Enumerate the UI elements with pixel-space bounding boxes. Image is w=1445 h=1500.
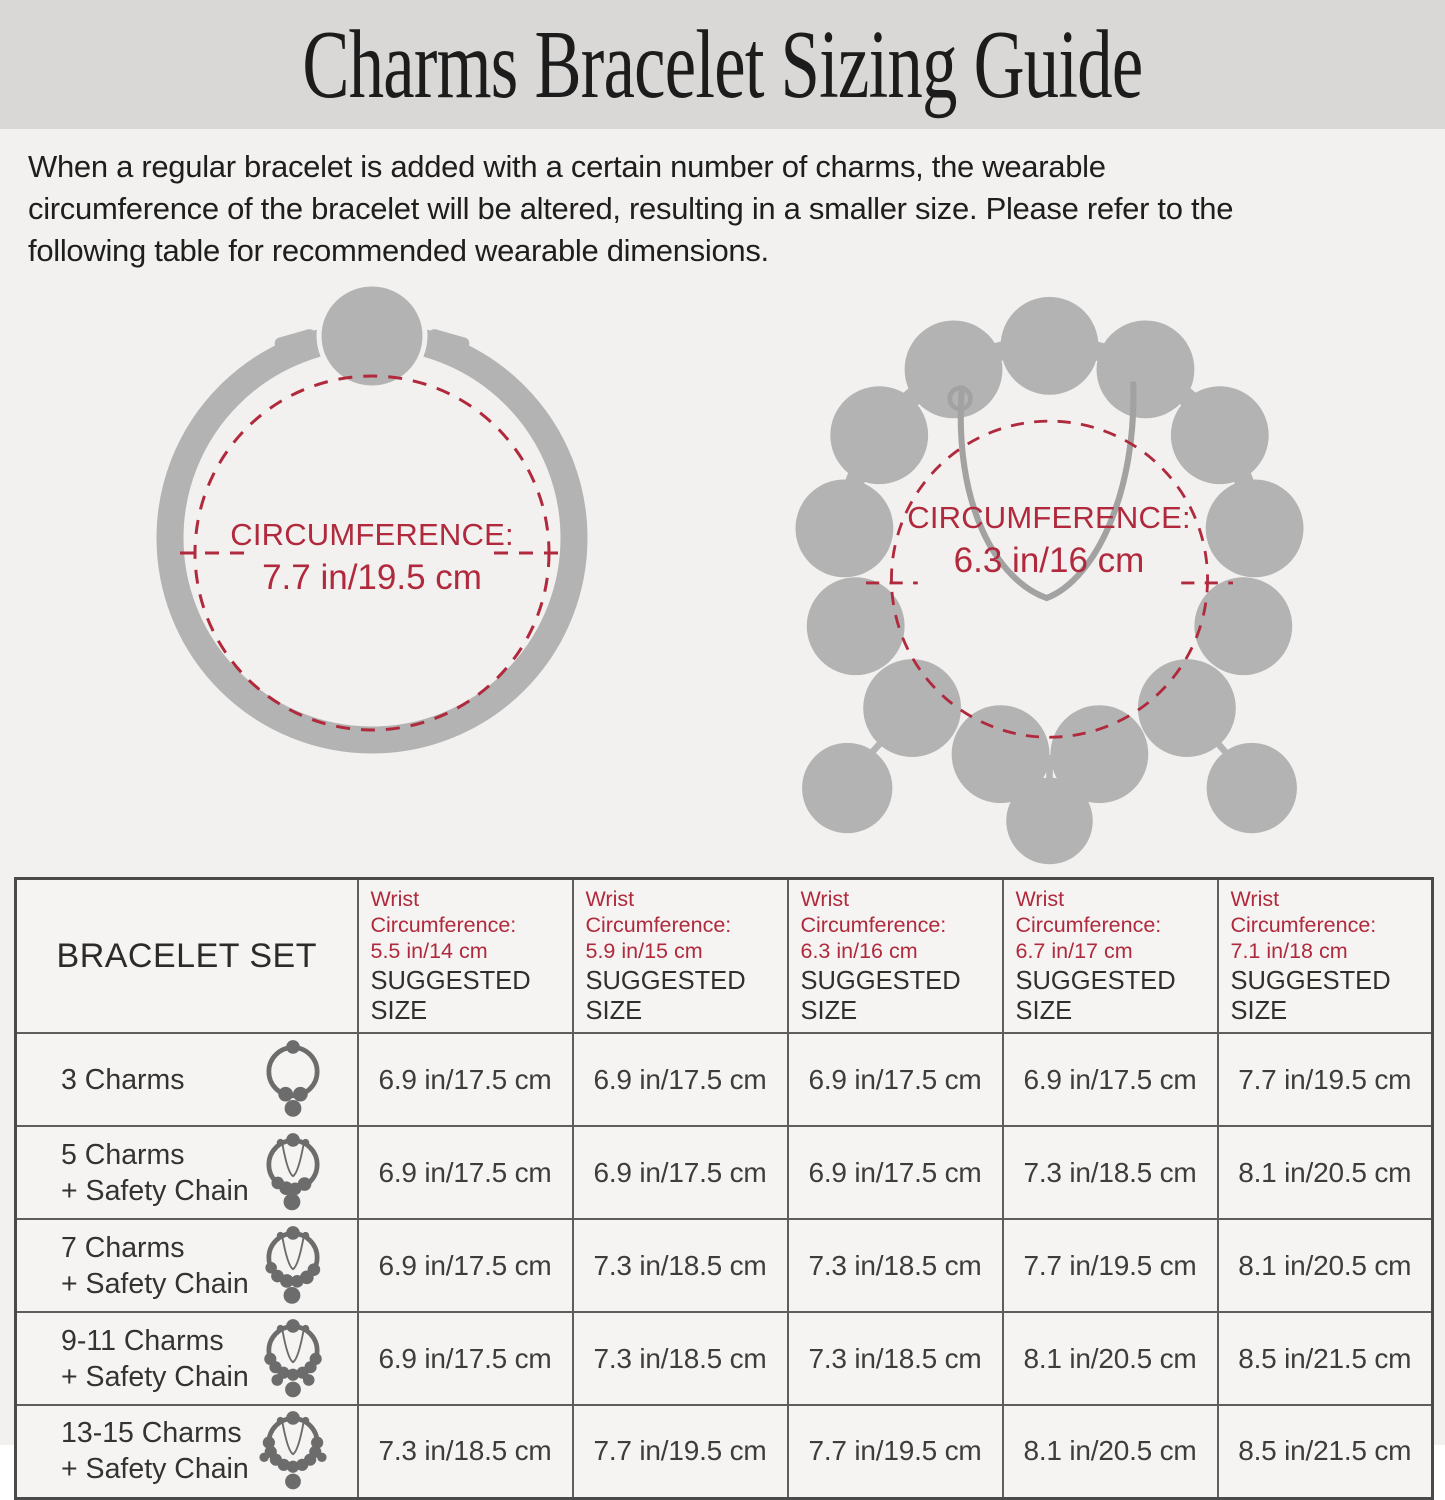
bracelet-13-15-charms-safety-chain-icon: [259, 1409, 327, 1493]
size-value: 6.9 in/17.5 cm: [788, 1033, 1003, 1126]
size-value: 7.7 in/19.5 cm: [788, 1405, 1003, 1498]
size-value: 6.9 in/17.5 cm: [788, 1126, 1003, 1219]
table-row: [16, 1312, 1433, 1405]
size-value: 6.9 in/17.5 cm: [358, 1312, 573, 1405]
wrist-circumference-label: Wrist Circumference:: [800, 887, 947, 937]
row-label: 5 Charms: [61, 1138, 185, 1171]
row-label: 7 Charms: [61, 1231, 185, 1264]
suggested-size-label: SUGGESTED SIZE: [370, 967, 531, 1025]
row-label: 13-15 Charms: [61, 1417, 242, 1450]
wrist-circumference-label: Wrist Circumference:: [370, 887, 517, 937]
size-value: 7.3 in/18.5 cm: [788, 1312, 1003, 1405]
size-value: 6.9 in/17.5 cm: [573, 1033, 788, 1126]
column-header-wrist-15cm: [573, 879, 788, 1034]
size-value: 6.9 in/17.5 cm: [573, 1126, 788, 1219]
column-header-wrist-17cm: [1003, 879, 1218, 1034]
wrist-circumference-value: 7.1 in/18 cm: [1230, 939, 1348, 963]
size-value: 8.5 in/21.5 cm: [1218, 1312, 1433, 1405]
table-row: [16, 1126, 1433, 1219]
size-value: 8.1 in/20.5 cm: [1003, 1405, 1218, 1498]
size-value: 7.3 in/18.5 cm: [358, 1405, 573, 1498]
suggested-size-label: SUGGESTED SIZE: [1015, 967, 1176, 1025]
wrist-circumference-value: 6.7 in/17 cm: [1015, 939, 1133, 963]
table-header-row: [16, 879, 1433, 1034]
size-value: 8.5 in/21.5 cm: [1218, 1405, 1433, 1498]
size-value: 7.7 in/19.5 cm: [1003, 1219, 1218, 1312]
size-value: 6.9 in/17.5 cm: [358, 1219, 573, 1312]
intro-line-2: circumference of the bracelet will be altered, resulting in a smaller size. Please refer to the: [28, 191, 1234, 226]
sizing-table: [14, 877, 1434, 1500]
column-header-wrist-14cm: [358, 879, 573, 1034]
page-title: Charms Bracelet Sizing Guide: [302, 10, 1143, 119]
bracelet-set-cell: [16, 1219, 358, 1312]
intro-line-3: following table for recommended wearable dimensions.: [28, 233, 769, 268]
table-row: [16, 1405, 1433, 1498]
bracelet-set-header: BRACELET SET: [16, 879, 358, 1034]
circumference-value: 7.7 in/19.5 cm: [262, 558, 482, 597]
circumference-label: CIRCUMFERENCE:: [230, 517, 514, 552]
wrist-circumference-label: Wrist Circumference:: [1015, 887, 1162, 937]
column-header-wrist-18cm: [1218, 879, 1433, 1034]
circumference-value: 6.3 in/16 cm: [953, 541, 1145, 580]
row-label-line2: + Safety Chain: [61, 1267, 249, 1300]
wrist-circumference-value: 6.3 in/16 cm: [800, 939, 918, 963]
bracelet-set-cell: [16, 1405, 358, 1498]
size-value: 7.3 in/18.5 cm: [573, 1219, 788, 1312]
bracelet-set-cell: [16, 1312, 358, 1405]
suggested-size-label: SUGGESTED SIZE: [800, 967, 961, 1025]
circumference-label: CIRCUMFERENCE:: [907, 500, 1191, 535]
row-label-line2: + Safety Chain: [61, 1174, 249, 1207]
bracelet-9-11-charms-safety-chain-icon: [259, 1317, 327, 1401]
size-value: 7.7 in/19.5 cm: [573, 1405, 788, 1498]
wrist-circumference-value: 5.5 in/14 cm: [370, 939, 488, 963]
size-value: 8.1 in/20.5 cm: [1218, 1219, 1433, 1312]
table-row: [16, 1033, 1433, 1126]
size-value: 7.7 in/19.5 cm: [1218, 1033, 1433, 1126]
table-row: [16, 1219, 1433, 1312]
size-value: 6.9 in/17.5 cm: [1003, 1033, 1218, 1126]
size-value: 6.9 in/17.5 cm: [358, 1126, 573, 1219]
charm-bracelet-annotation: [907, 500, 1191, 581]
bracelet-set-cell: [16, 1126, 358, 1219]
row-label-line2: + Safety Chain: [61, 1453, 249, 1486]
bracelet-set-cell: [16, 1033, 358, 1126]
column-header-wrist-16cm: [788, 879, 1003, 1034]
size-value: 8.1 in/20.5 cm: [1003, 1312, 1218, 1405]
plain-bracelet-annotation: [230, 517, 514, 598]
wrist-circumference-label: Wrist Circumference:: [585, 887, 732, 937]
size-value: 7.3 in/18.5 cm: [1003, 1126, 1218, 1219]
suggested-size-label: SUGGESTED SIZE: [585, 967, 746, 1025]
suggested-size-label: SUGGESTED SIZE: [1230, 967, 1391, 1025]
size-value: 6.9 in/17.5 cm: [358, 1033, 573, 1126]
size-value: 8.1 in/20.5 cm: [1218, 1126, 1433, 1219]
row-label-line2: + Safety Chain: [61, 1360, 249, 1393]
bracelet-3-charms-icon: [259, 1038, 327, 1122]
size-value: 7.3 in/18.5 cm: [573, 1312, 788, 1405]
row-label: 9-11 Charms: [61, 1324, 224, 1357]
bracelet-5-charms-safety-chain-icon: [259, 1131, 327, 1215]
intro-line-1: When a regular bracelet is added with a certain number of charms, the wearable: [28, 149, 1106, 184]
size-value: 7.3 in/18.5 cm: [788, 1219, 1003, 1312]
wrist-circumference-label: Wrist Circumference:: [1230, 887, 1377, 937]
wrist-circumference-value: 5.9 in/15 cm: [585, 939, 703, 963]
row-label: 3 Charms: [61, 1063, 185, 1096]
bracelet-7-charms-safety-chain-icon: [259, 1224, 327, 1308]
